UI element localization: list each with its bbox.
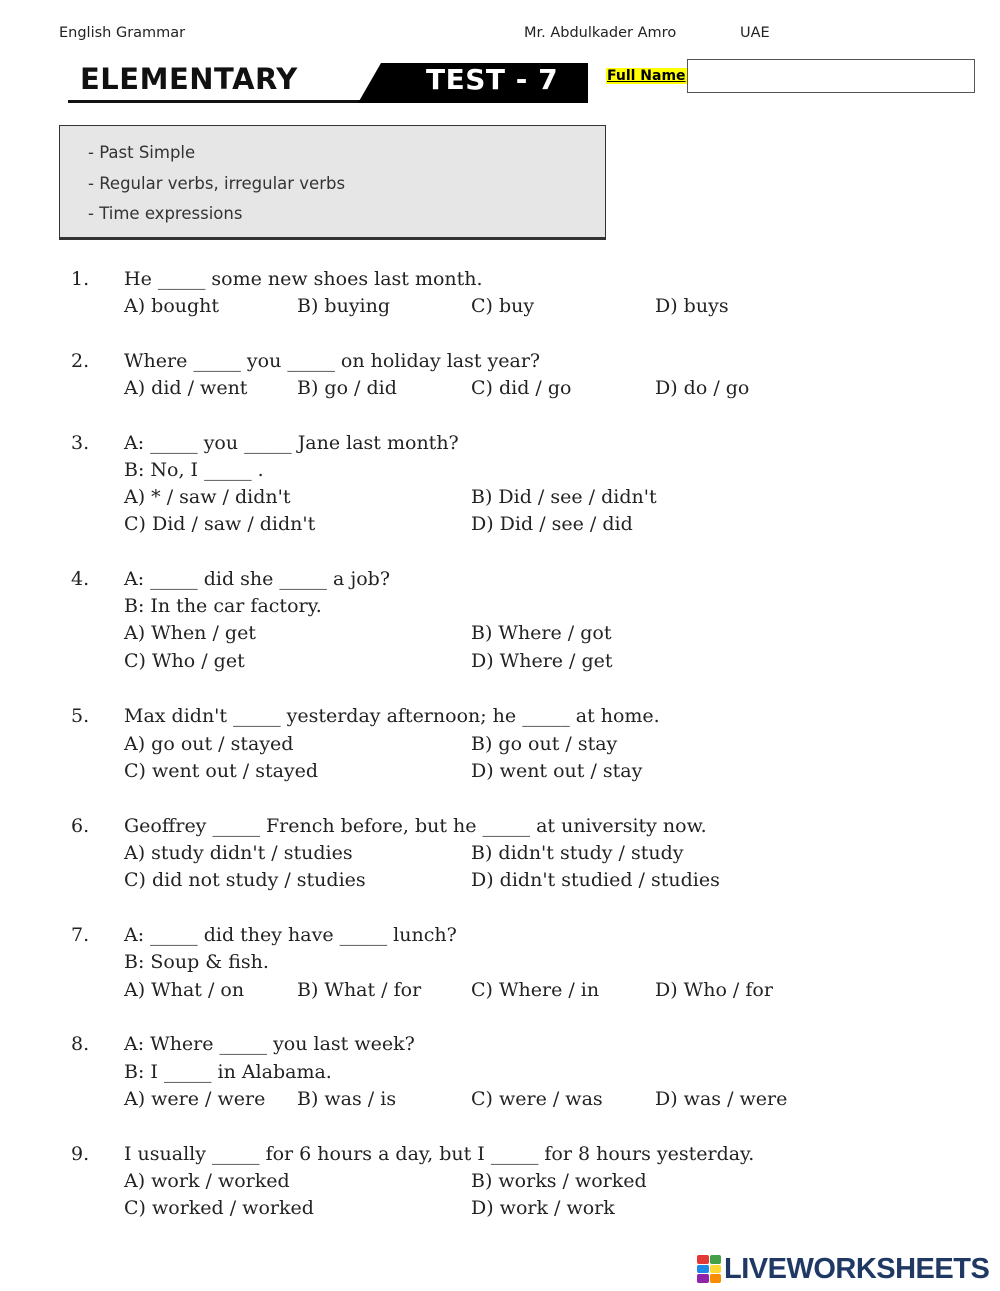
- option-d[interactable]: D) didn't studied / studies: [471, 869, 720, 891]
- teacher-label: Mr. Abdulkader Amro: [524, 25, 677, 41]
- question-text: Where _____ you _____ on holiday last year?: [124, 350, 541, 372]
- option-d[interactable]: D) Where / get: [471, 650, 613, 672]
- question-text: I usually _____ for 6 hours a day, but I _____ for 8 hours yesterday.: [124, 1143, 755, 1165]
- question-text: Max didn't _____ yesterday afternoon; he _____ at home.: [124, 705, 660, 727]
- option-c[interactable]: C) did not study / studies: [124, 869, 366, 891]
- test-title: TEST - 7: [426, 63, 559, 96]
- question-text: B: Soup & fish.: [124, 951, 269, 973]
- option-a[interactable]: A) When / get: [124, 622, 256, 644]
- option-b[interactable]: B) buying: [297, 295, 391, 317]
- title-divider: [68, 100, 368, 103]
- option-a[interactable]: A) work / worked: [124, 1170, 290, 1192]
- option-c[interactable]: C) Did / saw / didn't: [124, 513, 316, 535]
- option-c[interactable]: C) Who / get: [124, 650, 245, 672]
- option-b[interactable]: B) Where / got: [471, 622, 612, 644]
- liveworksheets-icon: [697, 1255, 721, 1283]
- topic-item: - Past Simple: [88, 143, 196, 162]
- option-c[interactable]: C) Where / in: [471, 979, 600, 1001]
- option-b[interactable]: B) What / for: [297, 979, 422, 1001]
- option-b[interactable]: B) go out / stay: [471, 733, 618, 755]
- option-d[interactable]: D) Did / see / did: [471, 513, 633, 535]
- question-number: 6.: [71, 815, 90, 837]
- option-a[interactable]: A) * / saw / didn't: [124, 486, 291, 508]
- option-b[interactable]: B) go / did: [297, 377, 397, 399]
- option-c[interactable]: C) buy: [471, 295, 535, 317]
- option-a[interactable]: A) study didn't / studies: [124, 842, 353, 864]
- full-name-label: Full Name: [607, 68, 686, 84]
- option-b[interactable]: B) didn't study / study: [471, 842, 684, 864]
- option-c[interactable]: C) went out / stayed: [124, 760, 319, 782]
- liveworksheets-logo[interactable]: [697, 1252, 989, 1286]
- option-b[interactable]: B) Did / see / didn't: [471, 486, 657, 508]
- question-number: 9.: [71, 1143, 90, 1165]
- question-text: B: I _____ in Alabama.: [124, 1061, 332, 1083]
- option-d[interactable]: D) work / work: [471, 1197, 615, 1219]
- option-d[interactable]: D) was / were: [655, 1088, 788, 1110]
- full-name-input[interactable]: [687, 59, 975, 93]
- question-number: 4.: [71, 568, 90, 590]
- question-text: B: No, I _____ .: [124, 459, 264, 481]
- option-d[interactable]: D) Who / for: [655, 979, 773, 1001]
- option-c[interactable]: C) worked / worked: [124, 1197, 314, 1219]
- question-number: 1.: [71, 268, 90, 290]
- option-a[interactable]: A) What / on: [124, 979, 245, 1001]
- option-a[interactable]: A) bought: [124, 295, 220, 317]
- option-a[interactable]: A) were / were: [124, 1088, 266, 1110]
- question-number: 8.: [71, 1033, 90, 1055]
- country-label: UAE: [740, 25, 770, 41]
- option-b[interactable]: B) works / worked: [471, 1170, 647, 1192]
- question-text: B: In the car factory.: [124, 595, 322, 617]
- liveworksheets-wordmark: LIVEWORKSHEETS: [724, 1252, 990, 1285]
- level-title: ELEMENTARY: [80, 62, 298, 96]
- option-d[interactable]: D) went out / stay: [471, 760, 643, 782]
- question-text: A: _____ did she _____ a job?: [124, 568, 390, 590]
- question-text: He _____ some new shoes last month.: [124, 268, 483, 290]
- option-a[interactable]: A) did / went: [124, 377, 248, 399]
- question-number: 5.: [71, 705, 90, 727]
- question-number: 2.: [71, 350, 90, 372]
- question-text: A: _____ you _____ Jane last month?: [124, 432, 459, 454]
- question-text: A: _____ did they have _____ lunch?: [124, 924, 457, 946]
- topics-box: [59, 125, 606, 238]
- topic-item: - Time expressions: [88, 204, 243, 223]
- option-d[interactable]: D) buys: [655, 295, 729, 317]
- question-number: 3.: [71, 432, 90, 454]
- question-number: 7.: [71, 924, 90, 946]
- subject-label: English Grammar: [59, 25, 186, 41]
- option-c[interactable]: C) did / go: [471, 377, 572, 399]
- option-c[interactable]: C) were / was: [471, 1088, 603, 1110]
- question-text: A: Where _____ you last week?: [124, 1033, 415, 1055]
- option-d[interactable]: D) do / go: [655, 377, 750, 399]
- topic-item: - Regular verbs, irregular verbs: [88, 174, 346, 193]
- question-text: Geoffrey _____ French before, but he _____ at university now.: [124, 815, 707, 837]
- option-b[interactable]: B) was / is: [297, 1088, 397, 1110]
- option-a[interactable]: A) go out / stayed: [124, 733, 294, 755]
